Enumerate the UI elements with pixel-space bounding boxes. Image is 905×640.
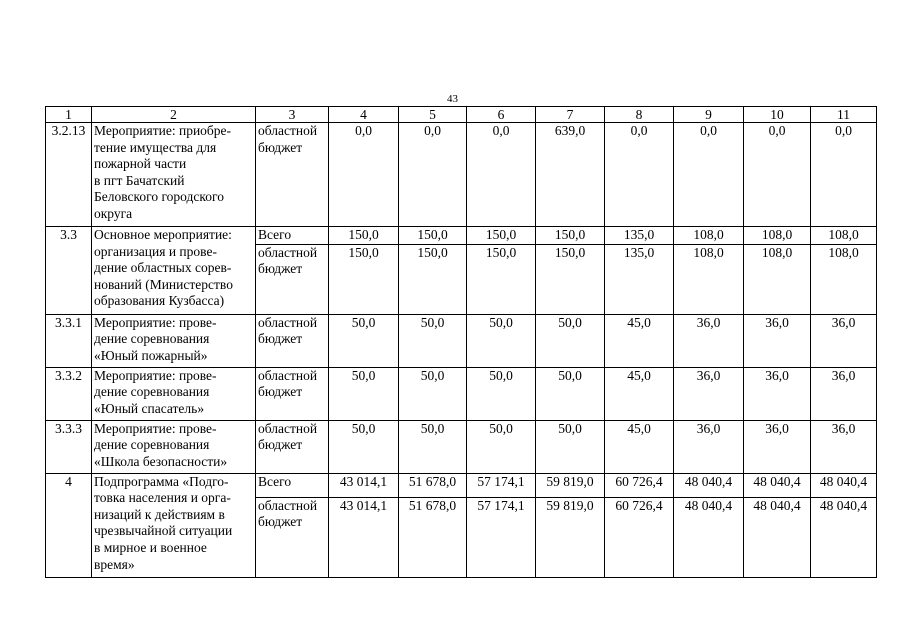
table-row [46,123,877,227]
amount-cell: 50,0 [536,420,605,473]
amount-cell: 36,0 [674,314,744,367]
column-header: 10 [744,107,811,123]
amount-cell: 639,0 [536,123,605,227]
amount-cell: 150,0 [467,227,536,245]
amount-cell: 0,0 [399,123,467,227]
table-row [46,420,877,473]
amount-cell: 50,0 [329,367,399,420]
row-title: Мероприятие: прове- дение соревнования «Юный пожарный» [92,314,256,367]
amount-cell: 48 040,4 [674,473,744,497]
amount-cell: 51 678,0 [399,497,467,577]
amount-cell: 36,0 [811,420,877,473]
table-row [46,367,877,420]
table-row [46,227,877,245]
row-title: Мероприятие: приобре- тение имущества для пожарной части в пгт Бачатский Беловского городского округа [92,123,256,227]
amount-cell: 108,0 [674,227,744,245]
budget-table [45,106,877,578]
amount-cell: 108,0 [744,244,811,314]
funding-source: Всего [256,227,329,245]
row-number: 3.3.1 [46,314,92,367]
table-row [46,473,877,497]
row-title: Подпрограмма «Подго- товка населения и орга- низаций к действиям в чрезвычайной ситуации в мирное и военное время» [92,473,256,577]
row-title: Мероприятие: прове- дение соревнования «Юный спасатель» [92,367,256,420]
amount-cell: 150,0 [536,227,605,245]
amount-cell: 43 014,1 [329,473,399,497]
amount-cell: 150,0 [329,227,399,245]
amount-cell: 36,0 [811,314,877,367]
funding-source: областной бюджет [256,367,329,420]
row-title: Основное мероприятие: организация и прове- дение областных сорев- нований (Министерство образования Кузбасса) [92,227,256,315]
amount-cell: 57 174,1 [467,473,536,497]
funding-source: Всего [256,473,329,497]
row-number: 3.2.13 [46,123,92,227]
amount-cell: 59 819,0 [536,473,605,497]
amount-cell: 108,0 [674,244,744,314]
funding-source: областной бюджет [256,314,329,367]
amount-cell: 135,0 [605,227,674,245]
header-row [46,107,877,123]
column-header: 5 [399,107,467,123]
amount-cell: 50,0 [399,367,467,420]
amount-cell: 50,0 [399,420,467,473]
row-number: 3.3 [46,227,92,315]
row-number: 3.3.3 [46,420,92,473]
column-header: 6 [467,107,536,123]
amount-cell: 150,0 [329,244,399,314]
amount-cell: 48 040,4 [674,497,744,577]
amount-cell: 48 040,4 [811,473,877,497]
page-number: 43 [447,93,458,105]
amount-cell: 36,0 [744,367,811,420]
amount-cell: 50,0 [329,420,399,473]
amount-cell: 150,0 [467,244,536,314]
amount-cell: 48 040,4 [811,497,877,577]
amount-cell: 60 726,4 [605,473,674,497]
amount-cell: 108,0 [811,227,877,245]
amount-cell: 45,0 [605,420,674,473]
amount-cell: 0,0 [329,123,399,227]
amount-cell: 0,0 [674,123,744,227]
amount-cell: 50,0 [329,314,399,367]
amount-cell: 48 040,4 [744,497,811,577]
amount-cell: 45,0 [605,314,674,367]
column-header: 4 [329,107,399,123]
amount-cell: 36,0 [744,314,811,367]
funding-source: областной бюджет [256,420,329,473]
amount-cell: 60 726,4 [605,497,674,577]
amount-cell: 50,0 [467,314,536,367]
row-title: Мероприятие: прове- дение соревнования «Школа безопасности» [92,420,256,473]
table-row [46,314,877,367]
funding-source: областной бюджет [256,244,329,314]
column-header: 7 [536,107,605,123]
funding-source: областной бюджет [256,497,329,577]
amount-cell: 150,0 [399,227,467,245]
amount-cell: 51 678,0 [399,473,467,497]
amount-cell: 50,0 [467,367,536,420]
amount-cell: 36,0 [744,420,811,473]
row-number: 4 [46,473,92,577]
amount-cell: 43 014,1 [329,497,399,577]
amount-cell: 50,0 [467,420,536,473]
column-header: 9 [674,107,744,123]
amount-cell: 36,0 [674,367,744,420]
column-header: 11 [811,107,877,123]
amount-cell: 0,0 [744,123,811,227]
amount-cell: 0,0 [467,123,536,227]
amount-cell: 150,0 [536,244,605,314]
amount-cell: 36,0 [811,367,877,420]
amount-cell: 50,0 [536,314,605,367]
amount-cell: 48 040,4 [744,473,811,497]
column-header: 1 [46,107,92,123]
amount-cell: 36,0 [674,420,744,473]
amount-cell: 150,0 [399,244,467,314]
amount-cell: 50,0 [536,367,605,420]
row-number: 3.3.2 [46,367,92,420]
funding-source: областной бюджет [256,123,329,227]
amount-cell: 45,0 [605,367,674,420]
amount-cell: 108,0 [744,227,811,245]
amount-cell: 135,0 [605,244,674,314]
amount-cell: 57 174,1 [467,497,536,577]
column-header: 2 [92,107,256,123]
amount-cell: 50,0 [399,314,467,367]
amount-cell: 0,0 [605,123,674,227]
amount-cell: 0,0 [811,123,877,227]
column-header: 3 [256,107,329,123]
amount-cell: 59 819,0 [536,497,605,577]
amount-cell: 108,0 [811,244,877,314]
column-header: 8 [605,107,674,123]
